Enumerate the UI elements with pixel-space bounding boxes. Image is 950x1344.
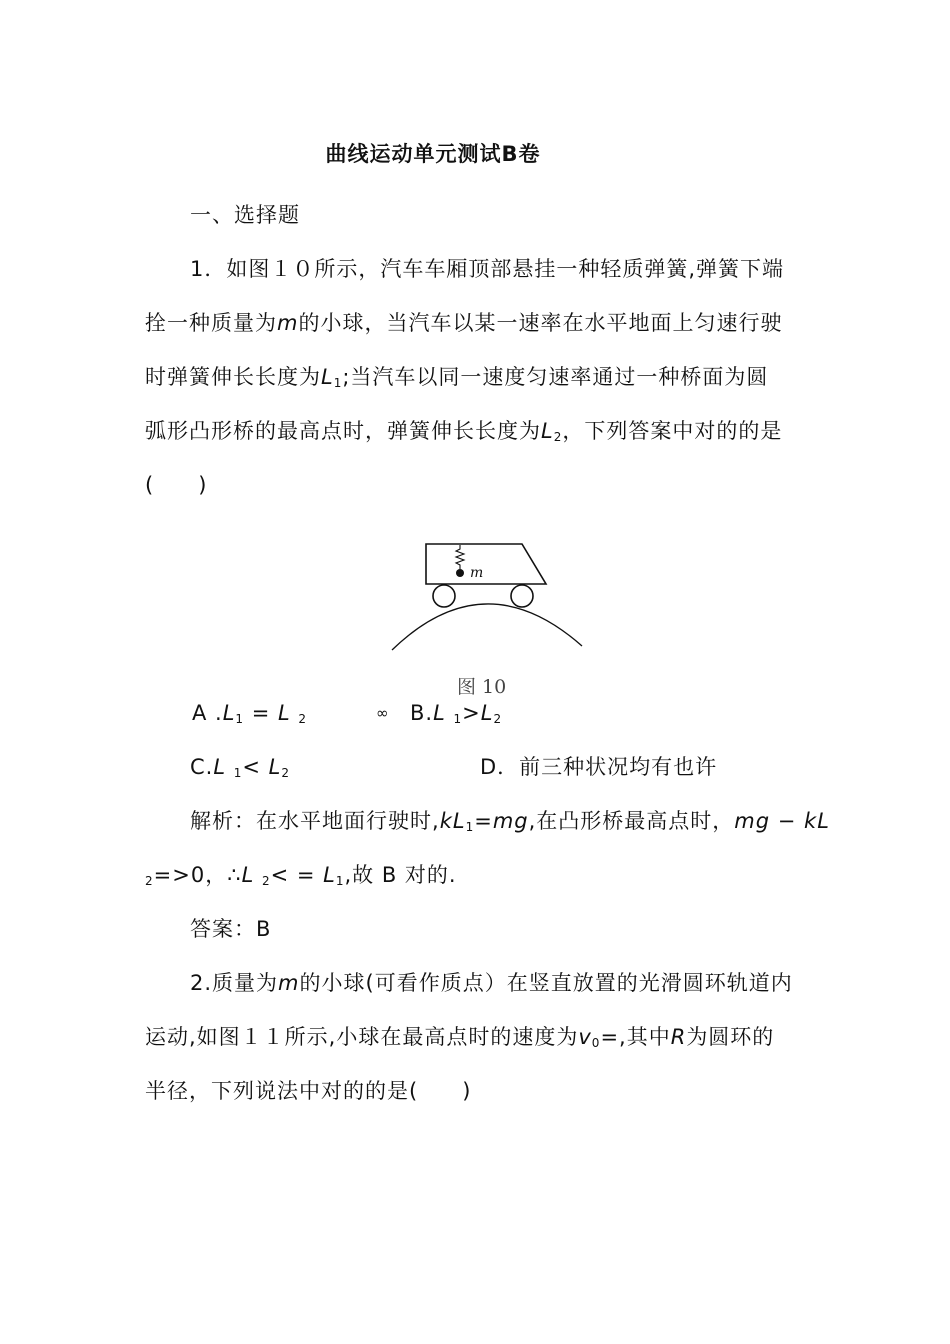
q1-line-3: 时弹簧伸长长度为$L_1$;当汽车以同一速度匀速率通过一种桥面为圆: [145, 365, 769, 390]
section-heading: 一、选择题: [190, 203, 300, 227]
figure-mass-label: m: [470, 565, 484, 581]
option-d: D．前三种状况均有也许: [480, 755, 718, 779]
q2-line-2: 运动,如图１１所示,小球在最高点时的速度为$v_0=$,其中R为圆环的: [145, 1025, 775, 1050]
car-bridge-diagram: [390, 540, 590, 670]
q1-line-1: 1．如图１０所示，汽车车厢顶部悬挂一种轻质弹簧,弹簧下端: [190, 257, 785, 281]
ball-icon: [456, 569, 464, 577]
front-wheel: [433, 585, 455, 607]
figure-caption: 图 10: [457, 676, 507, 698]
q2-line-1: 2.质量为m的小球(可看作质点）在竖直放置的光滑圆环轨道内: [190, 971, 793, 995]
q1-answer-paren: ( ): [145, 473, 208, 497]
bridge-arc: [392, 604, 582, 650]
q1-line-2: 拴一种质量为m的小球，当汽车以某一速率在水平地面上匀速行驶: [145, 311, 783, 335]
document-title: 曲线运动单元测试B卷: [325, 142, 541, 166]
answer-line: 答案：B: [190, 917, 272, 941]
analysis-line-2: $_2$=>0，∴L $_2< = L_1$,故 B 对的.: [145, 863, 457, 888]
rear-wheel: [511, 585, 533, 607]
car-body: [426, 544, 546, 584]
q2-line-3: 半径，下列说法中对的的是( ): [145, 1079, 472, 1103]
option-a: A $.L_1 = L$ $_2$: [192, 701, 308, 726]
analysis-line-1: 解析：在水平地面行驶时$,kL_1=mg$,在凸形桥最高点时，mg − kL: [190, 809, 830, 834]
q1-line-4: 弧形凸形桥的最高点时，弹簧伸长长度为$L_2$，下列答案中对的的是: [145, 419, 783, 444]
option-separator-mark: ∞: [376, 704, 390, 722]
option-b: B.L $_1>L_2$: [410, 701, 503, 726]
option-c: C.L $_1< L_2$: [190, 755, 291, 780]
